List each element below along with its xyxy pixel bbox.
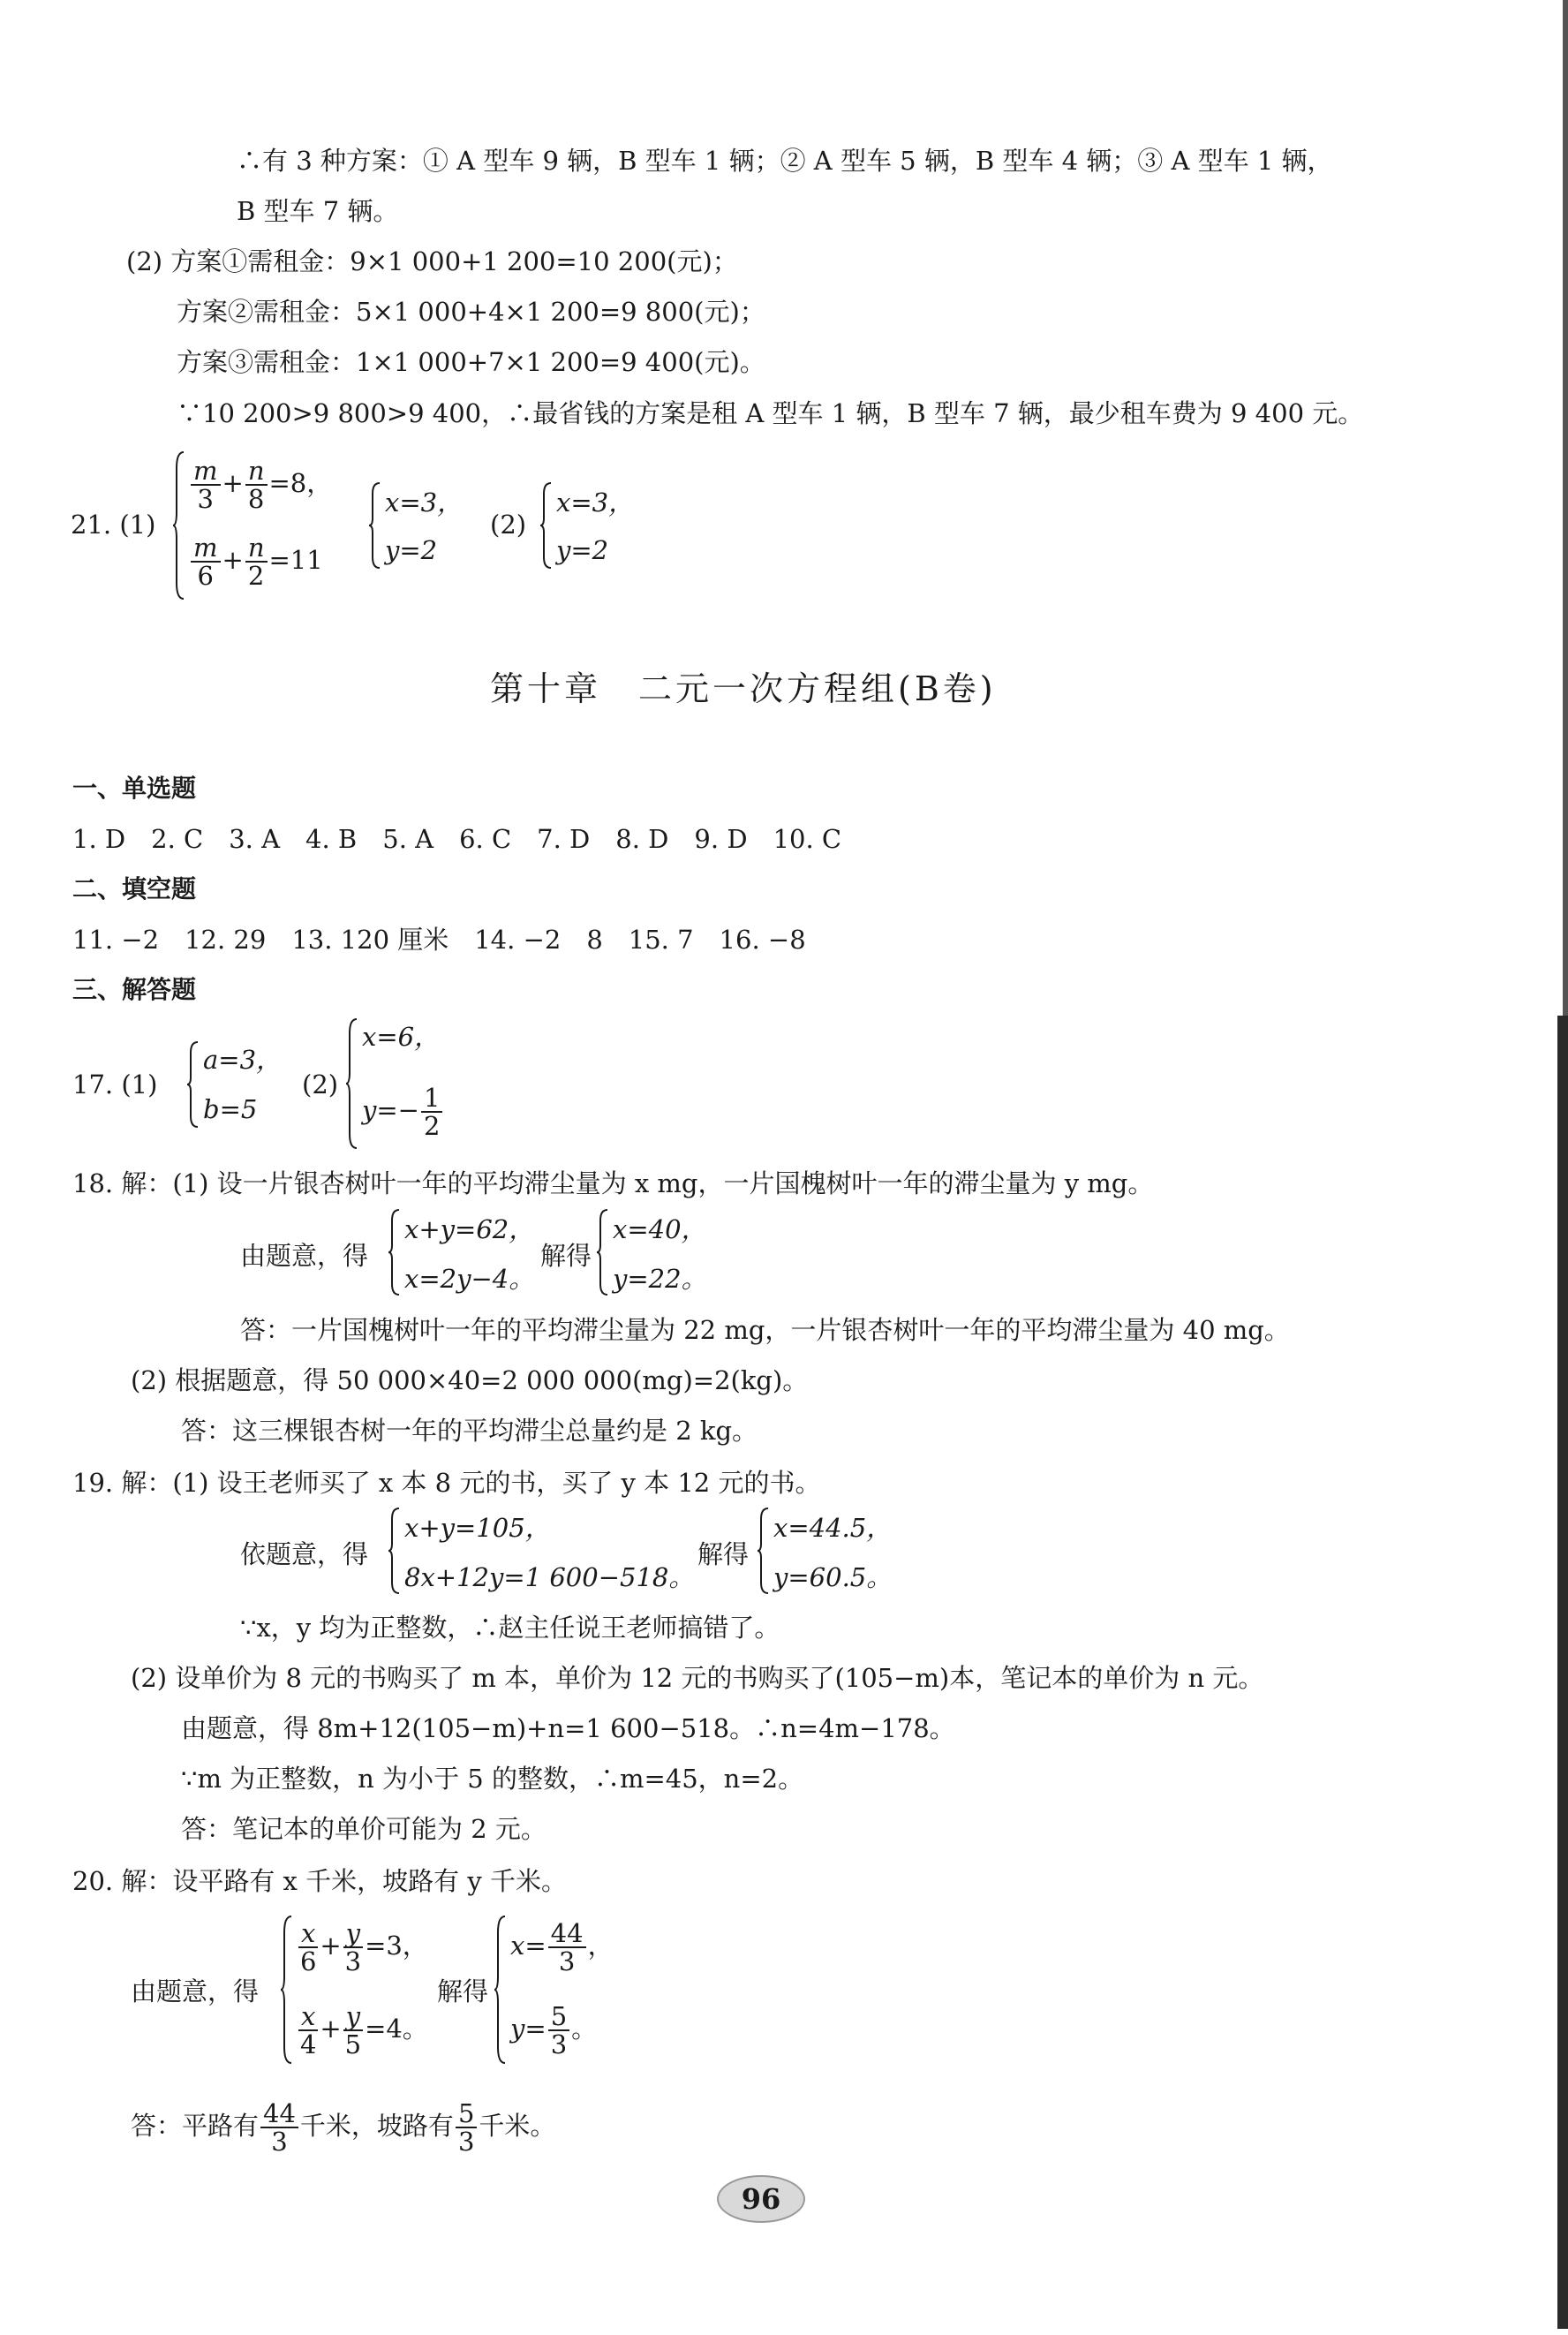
equation-row: $\frac{m}{3}$ + $\frac{n}{8}$ =8， [189,457,332,512]
text-line: 答：一片国槐树叶一年的平均滞尘量为 22 mg，一片银杏树叶一年的平均滞尘量为 40 mg。 [240,1315,1290,1345]
solution-system: a=3， b=5 [187,1040,311,1129]
equation-system [173,450,385,601]
q17-label2: (2) [302,1069,339,1099]
text-line: 解得 [540,1241,592,1271]
text-line: 由题意，得 8m+12(105−m)+n=1 600−518。∴n=4m−178。 [181,1713,955,1743]
text-line: 解得 [437,1976,489,2006]
q21-label: 21. (1) [71,510,156,540]
solution-system: x=40， y=22。 [597,1208,773,1296]
answer-line: 答：平路有 $\frac{44}{3}$ 千米，坡路有 $\frac{5}{3}$ 千米。 [131,2098,556,2157]
section-heading: 二、填空题 [72,874,197,903]
text-line: 20. 解：设平路有 x 千米，坡路有 y 千米。 [72,1866,567,1896]
equation-system: $\frac{x}{6}$ + $\frac{y}{3}$ =3， $\frac{x}{4}$ + $\frac{y}{5}$ =4。 [281,1915,484,2065]
solution-system: x=3， y=2 [540,481,664,570]
answer-line: 11. −2 12. 29 13. 120 厘米 14. −2 8 15. 7 16. −8 [72,925,806,955]
text-line: 解得 [697,1539,750,1569]
section-heading: 一、单选题 [72,774,197,803]
text-line: 方案③需租金：1×1 000+7×1 200=9 400(元)。 [177,347,765,377]
text-line: 答：这三棵银杏树一年的平均滞尘总量约是 2 kg。 [181,1416,758,1446]
q17-label: 17. (1) [72,1069,158,1099]
solution-system: x=3， y=2 [369,481,493,570]
text-line: B 型车 7 辆。 [237,196,399,226]
text-line: ∵x，y 均为正整数，∴赵主任说王老师搞错了。 [240,1613,780,1643]
text-line: 方案②需租金：5×1 000+4×1 200=9 800(元)； [177,297,765,327]
equation-system: x+y=105， 8x+12y=1 600−518。 [388,1507,706,1595]
answer-line: 1. D 2. C 3. A 4. B 5. A 6. C 7. D 8. D 9. D 10. C [72,824,842,854]
text-line: (2) 根据题意，得 50 000×40=2 000 000(mg)=2(kg)。 [131,1365,809,1395]
text-line: 由题意，得 [240,1241,369,1271]
equation-system: x+y=62， x=2y−4。 [388,1208,565,1296]
text-line: 依题意，得 [240,1539,369,1569]
text-line: ∵m 为正整数，n 为小于 5 的整数，∴m=45，n=2。 [181,1764,804,1794]
solution-system: x=6， y=− $\frac{1}{2}$ [346,1017,505,1150]
text-line: ∵10 200>9 800>9 400，∴最省钱的方案是租 A 型车 1 辆，B 型车 7 辆，最少租车费为 9 400 元。 [177,398,1364,428]
text-line: 18. 解：(1) 设一片银杏树叶一年的平均滞尘量为 x mg，一片国槐树叶一年的滞尘量为 y mg。 [72,1168,1154,1198]
solution-system: x= $\frac{44}{3}$ ， y= $\frac{5}{3}$ 。 [494,1915,653,2065]
text-line: (2) 方案①需租金：9×1 000+1 200=10 200(元)； [126,246,738,276]
page-number: 96 [717,2175,805,2223]
scan-edge-shadow [1557,0,1568,2329]
text-line: ∴有 3 种方案：① A 型车 9 辆，B 型车 1 辆；② A 型车 5 辆，B 型车 4 辆；③ A 型车 1 辆， [237,146,1333,176]
text-line: 由题意，得 [131,1976,260,2006]
equation-row: $\frac{m}{6}$ + $\frac{n}{2}$ =11 [189,534,323,589]
text-line: 19. 解：(1) 设王老师买了 x 本 8 元的书，买了 y 本 12 元的书。 [72,1468,821,1498]
section-heading: 三、解答题 [72,975,197,1004]
chapter-title: 第十章 二元一次方程组(B卷) [490,669,997,708]
text-line: 答：笔记本的单价可能为 2 元。 [181,1814,547,1844]
q21-label2: (2) [490,510,527,540]
text-line: (2) 设单价为 8 元的书购买了 m 本，单价为 12 元的书购买了(105−m)本，笔记本的单价为 n 元。 [131,1663,1264,1693]
solution-system: x=44.5， y=60.5。 [758,1507,934,1595]
